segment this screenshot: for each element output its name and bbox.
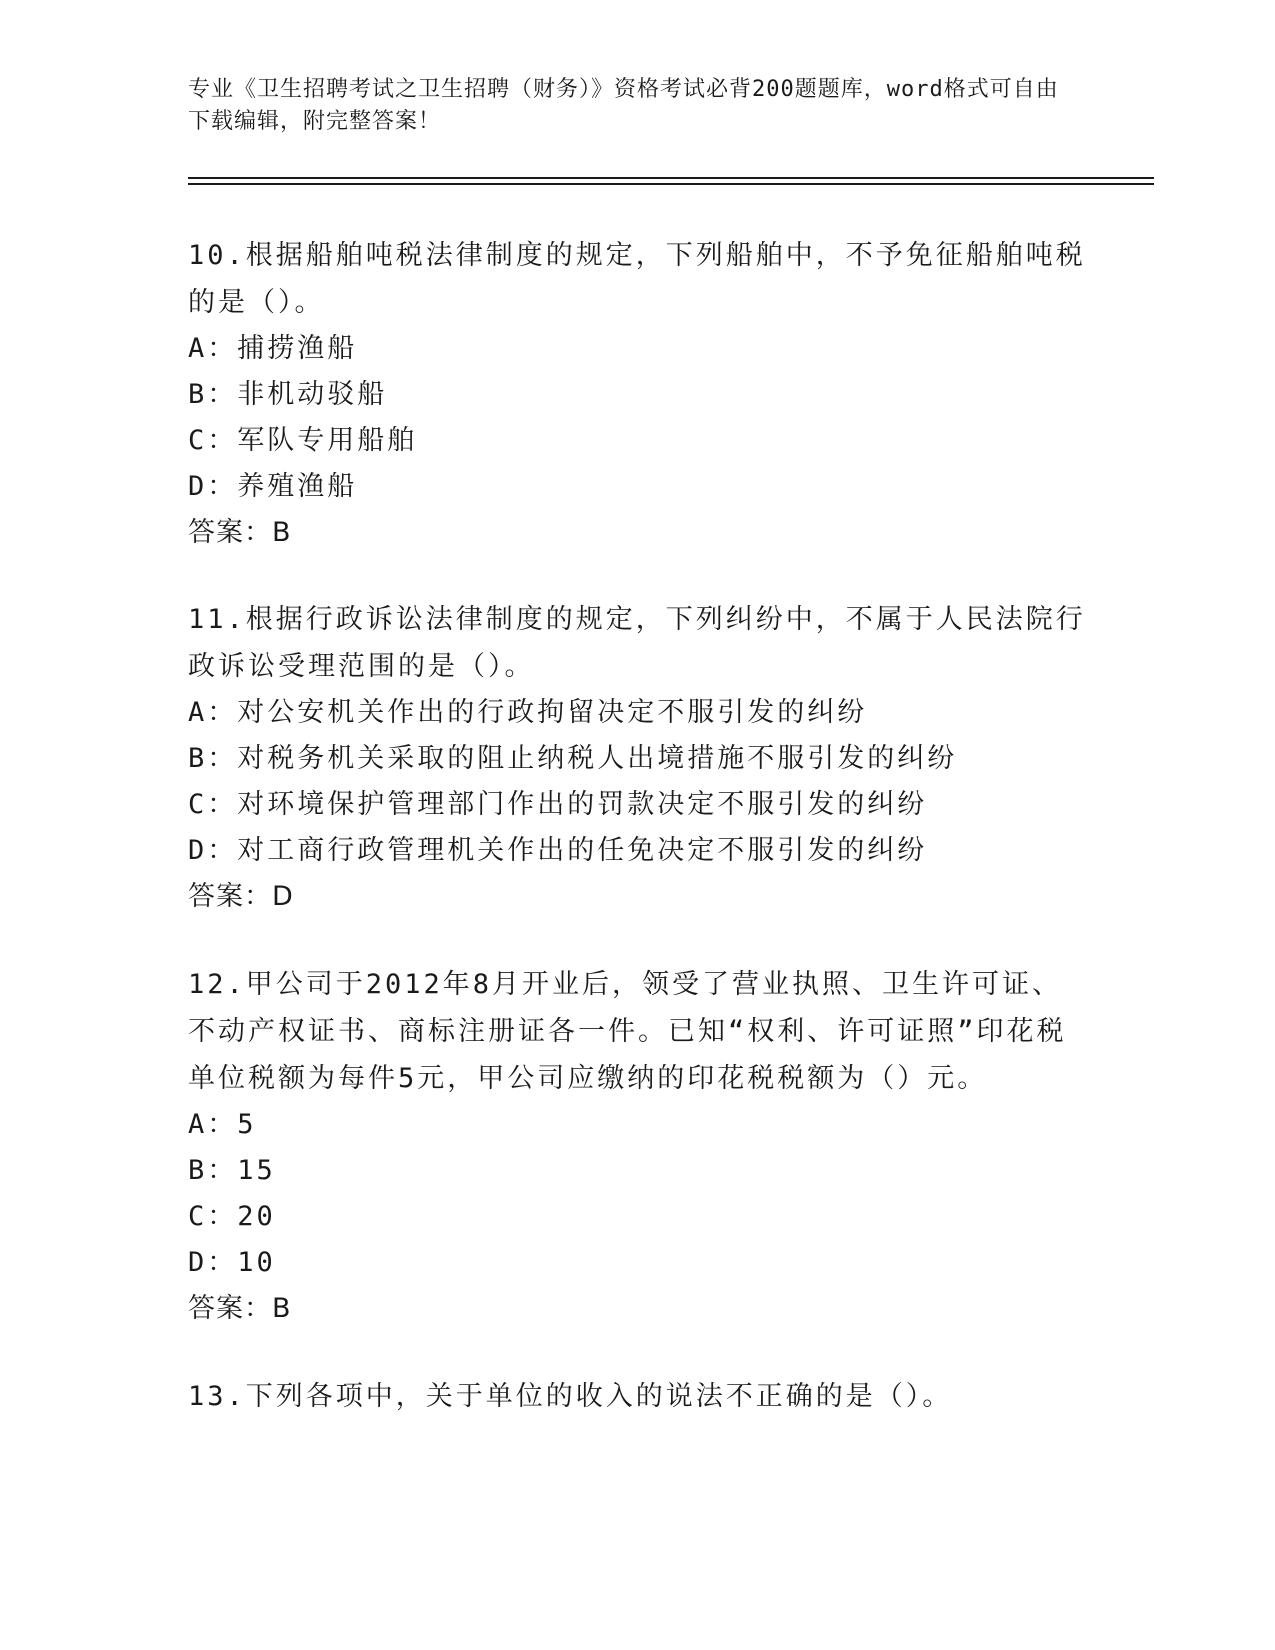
option-d: D：对工商行政管理机关作出的任免决定不服引发的纠纷 [188, 835, 928, 866]
question-stem: 11.根据行政诉讼法律制度的规定，下列纠纷中，不属于人民法院行政诉讼受理范围的是（）。 [188, 604, 1086, 682]
answer: 答案：D [188, 881, 294, 912]
question-11 [188, 596, 1088, 920]
header-title: 专业《卫生招聘考试之卫生招聘（财务）》资格考试必背200题题库，word格式可自由下载编辑，附完整答案！ [188, 77, 1059, 134]
option-c: C：军队专用船舶 [188, 425, 418, 456]
answer: 答案：B [188, 1293, 292, 1324]
answer: 答案：B [188, 517, 292, 548]
question-stem: 12.甲公司于2012年8月开业后，领受了营业执照、卫生许可证、不动产权证书、商标注册证各一件。已知“权利、许可证照”印花税单位税额为每件5元，甲公司应缴纳的印花税税额为（）元。 [188, 969, 1067, 1094]
question-stem: 13.下列各项中，关于单位的收入的说法不正确的是（）。 [188, 1381, 953, 1412]
option-a: A：对公安机关作出的行政拘留决定不服引发的纠纷 [188, 697, 868, 728]
question-10 [188, 232, 1088, 556]
option-d: D：10 [188, 1247, 276, 1278]
option-c: C：对环境保护管理部门作出的罚款决定不服引发的纠纷 [188, 789, 928, 820]
option-b: B：非机动驳船 [188, 379, 388, 410]
header-divider-bottom [188, 183, 1154, 185]
question-12 [188, 961, 1088, 1332]
document-header [188, 74, 1068, 138]
option-d: D：养殖渔船 [188, 471, 358, 502]
header-divider-top [188, 177, 1154, 179]
option-a: A：捕捞渔船 [188, 333, 358, 364]
question-stem: 10.根据船舶吨税法律制度的规定，下列船舶中，不予免征船舶吨税的是（）。 [188, 240, 1086, 318]
option-b: B：对税务机关采取的阻止纳税人出境措施不服引发的纠纷 [188, 743, 958, 774]
option-a: A：5 [188, 1109, 257, 1140]
option-c: C：20 [188, 1201, 276, 1232]
option-b: B：15 [188, 1155, 276, 1186]
question-13 [188, 1373, 1088, 1420]
